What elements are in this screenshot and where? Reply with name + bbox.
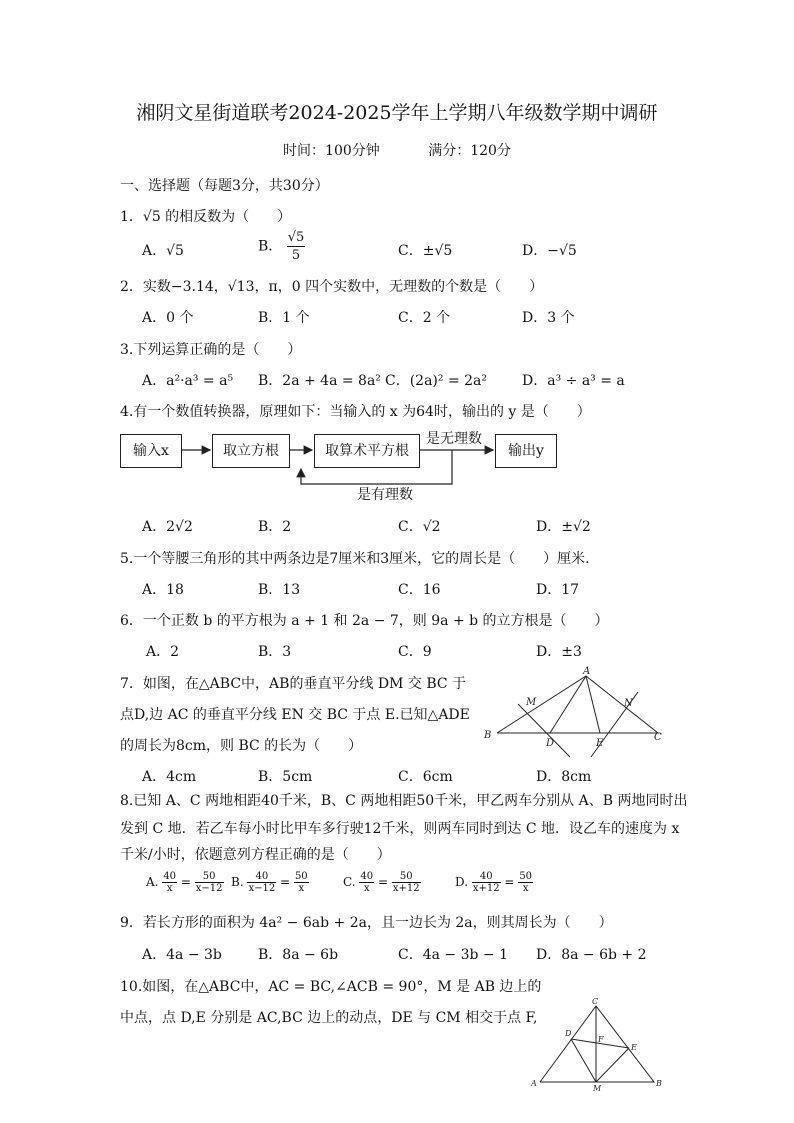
q8-option-c: C. $\frac{40}{x}$ = $\frac{50}{x+12}$ <box>343 871 420 894</box>
q7-option-b: B．5cm <box>258 769 313 785</box>
q4-option-c: C．√2 <box>398 519 441 535</box>
q7-option-d: D．8cm <box>536 769 592 785</box>
flow-input-box: 输入x <box>120 434 182 468</box>
flow-sqrt-box: 取算术平方根 <box>314 434 420 468</box>
q9-option-b: B．8a − 6b <box>258 947 339 963</box>
fig7-label-e: E <box>596 738 604 749</box>
q3-option-c: C．(2a)² = 2a² <box>385 373 487 389</box>
fig7-label-a: A <box>583 666 591 677</box>
q6-option-b: B．3 <box>258 644 292 660</box>
exam-time: 时间：100分钟 <box>283 143 380 159</box>
fig10-label-d: D <box>565 1029 572 1038</box>
question-3-stem: 3.下列运算正确的是（ ） <box>120 342 302 358</box>
q6-option-d: D．±3 <box>536 644 582 660</box>
q1-b-fraction: $\frac{√5}{5}$ <box>287 230 305 263</box>
flow-rational-label: 是有理数 <box>357 487 413 503</box>
fig10-label-e: E <box>631 1043 637 1052</box>
flow-irrational-label: 是无理数 <box>426 431 482 447</box>
q6-option-a: A．2 <box>146 644 180 660</box>
q1-option-d: D．−√5 <box>522 243 577 259</box>
q9-option-a: A．4a − 3b <box>142 947 222 963</box>
question-8-line-1: 8.已知 A、C 两地相距40千米，B、C 两地相距50千米，甲乙两车分别从 A、B 两地同时出 <box>120 793 688 809</box>
q2-option-b: B．1 个 <box>258 310 310 326</box>
q3-option-a: A．a²·a³ = a⁵ <box>142 373 234 389</box>
q1-option-b: B． $\frac{√5}{5}$ <box>258 230 305 263</box>
figure-10-triangle <box>528 996 668 1092</box>
fig10-label-b: B <box>656 1079 662 1088</box>
q5-option-c: C．16 <box>398 582 441 598</box>
question-2-stem: 2．实数−3.14，√13，π，0 四个实数中，无理数的个数是（ ） <box>120 279 544 295</box>
section-heading: 一、选择题（每题3分，共30分） <box>120 178 329 194</box>
fig7-label-b: B <box>484 730 492 741</box>
page-title: 湘阴文星街道联考2024-2025学年上学期八年级数学期中调研 <box>136 102 658 124</box>
fig10-label-c: C <box>592 997 599 1006</box>
q3-option-d: D．a³ ÷ a³ = a <box>522 373 625 389</box>
q1-option-a: A．√5 <box>142 243 184 259</box>
q5-option-b: B．13 <box>258 582 301 598</box>
fig7-label-n: N <box>624 698 633 709</box>
q8-option-b: B. $\frac{40}{x-12}$ = $\frac{50}{x}$ <box>231 871 308 894</box>
question-6-stem: 6．一个正数 b 的平方根为 a + 1 和 2a − 7，则 9a + b 的立方根是（ ） <box>120 613 609 629</box>
question-5-stem: 5.一个等腰三角形的其中两条边是7厘米和3厘米，它的周长是（ ）厘米. <box>120 551 590 567</box>
q4-option-a: A．2√2 <box>142 519 193 535</box>
fig10-label-m: M <box>593 1084 602 1092</box>
q2-option-d: D．3 个 <box>522 310 575 326</box>
q7-option-a: A．4cm <box>142 769 197 785</box>
question-8-line-2: 发到 C 地．若乙车每小时比甲车多行驶12千米，则两车同时到达 C 地．设乙车的速度为 x <box>120 821 680 837</box>
q6-option-c: C．9 <box>398 644 432 660</box>
fig7-label-d: D <box>546 738 555 749</box>
q8-option-a: A. $\frac{40}{x}$ = $\frac{50}{x-12}$ <box>146 871 223 894</box>
question-9-stem: 9．若长方形的面积为 4a² − 6ab + 2a，且一边长为 2a，则其周长为（ ） <box>120 915 613 931</box>
question-1-stem: 1．√5 的相反数为（ ） <box>120 209 292 225</box>
question-7-line-3: 的周长为8cm，则 BC 的长为（ ） <box>120 738 363 754</box>
fig7-label-c: C <box>654 732 662 743</box>
q9-option-d: D．8a − 6b + 2 <box>536 947 647 963</box>
fig7-label-m: M <box>526 697 537 708</box>
q2-option-a: A．0 个 <box>142 310 194 326</box>
q3-option-b: B．2a + 4a = 8a² <box>258 373 381 389</box>
flow-cube-root-box: 取立方根 <box>212 434 290 468</box>
q1-option-c: C．±√5 <box>398 243 453 259</box>
q5-option-a: A．18 <box>142 582 184 598</box>
question-8-line-3: 千米/小时，依题意列方程正确的是（ ） <box>120 847 391 863</box>
fig10-label-f: F <box>598 1035 604 1044</box>
q7-option-c: C．6cm <box>398 769 453 785</box>
question-4-stem: 4.有一个数值转换器，原理如下：当输入的 x 为64时，输出的 y 是（ ） <box>120 404 591 420</box>
q4-option-b: B．2 <box>258 519 292 535</box>
figure-7-triangle <box>478 664 678 760</box>
exam-score: 满分：120分 <box>428 143 511 159</box>
question-10-line-2: 中点，点 D,E 分别是 AC,BC 边上的动点，DE 与 CM 相交于点 F, <box>120 1010 538 1026</box>
question-7-line-1: 7．如图，在△ABC中，AB的垂直平分线 DM 交 BC 于 <box>120 676 467 692</box>
q8-option-d: D. $\frac{40}{x+12}$ = $\frac{50}{x}$ <box>455 871 533 894</box>
q2-option-c: C．2 个 <box>398 310 451 326</box>
flow-output-box: 输出y <box>495 434 557 468</box>
q9-option-c: C．4a − 3b − 1 <box>398 947 509 963</box>
question-7-line-2: 点D,边 AC 的垂直平分线 EN 交 BC 于点 E.已知△ADE <box>120 707 470 723</box>
fig10-label-a: A <box>531 1079 537 1088</box>
q4-option-d: D．±√2 <box>536 519 591 535</box>
question-10-line-1: 10.如图，在△ABC中，AC = BC,∠ACB = 90°，M 是 AB 边上的 <box>120 979 542 995</box>
q5-option-d: D．17 <box>536 582 580 598</box>
